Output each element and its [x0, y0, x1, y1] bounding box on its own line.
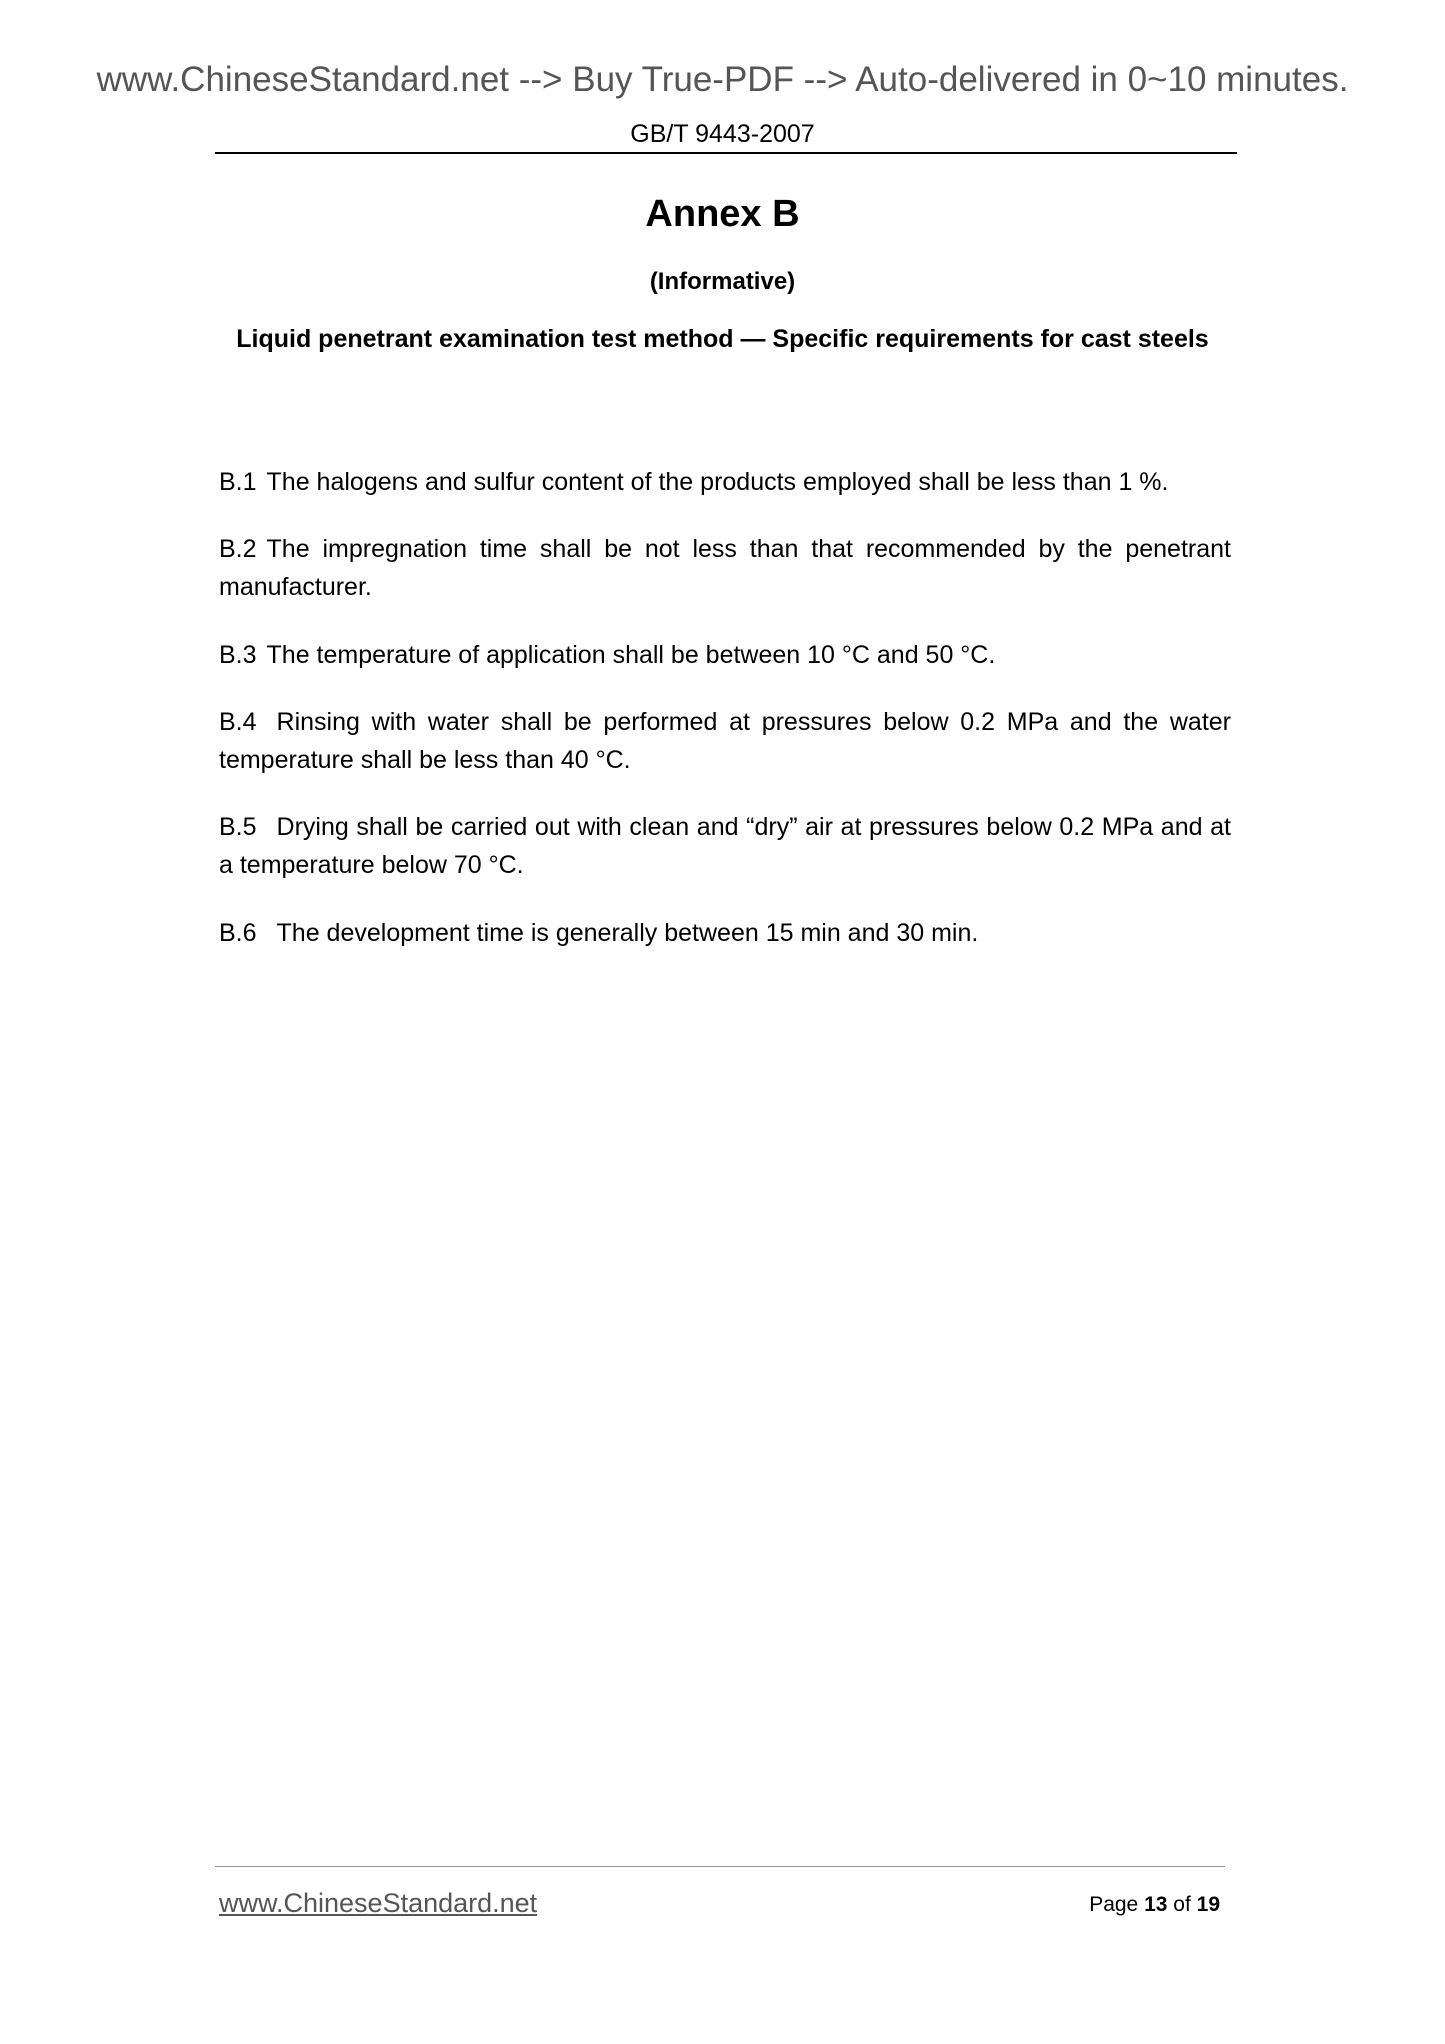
page-of: of — [1173, 1893, 1191, 1916]
clause-text: The impregnation time shall be not less than that recommended by the penetrant manufacturer. — [219, 535, 1231, 601]
clause-number: B.4 — [219, 708, 257, 736]
clause-b3 — [219, 636, 1231, 674]
clause-number: B.5 — [219, 813, 257, 841]
clause-text: Drying shall be carried out with clean and “dry” air at pressures below 0.2 MPa and at a temperature below 70 °C. — [219, 813, 1231, 879]
clause-number: B.3 — [219, 641, 257, 669]
header-divider — [215, 152, 1237, 154]
clause-text: Rinsing with water shall be performed at pressures below 0.2 MPa and the water temperature shall be less than 40 °C. — [219, 708, 1231, 774]
clause-b2 — [219, 530, 1231, 606]
annex-title: Annex B — [645, 193, 800, 235]
page-number — [1089, 1891, 1220, 1919]
page-current: 13 — [1144, 1893, 1168, 1916]
document-code: GB/T 9443-2007 — [630, 120, 815, 148]
clause-b4 — [219, 703, 1231, 779]
clause-text: The temperature of application shall be between 10 °C and 50 °C. — [266, 641, 996, 669]
clause-number: B.6 — [219, 919, 257, 947]
clause-b1 — [219, 463, 1231, 501]
annex-subtitle: Liquid penetrant examination test method — Specific requirements for cast steels — [236, 325, 1209, 353]
page-total: 19 — [1196, 1893, 1220, 1916]
clause-b6 — [219, 914, 1231, 952]
top-banner: www.ChineseStandard.net --> Buy True-PDF --> Auto-delivered in 0~10 minutes. — [96, 60, 1349, 99]
annex-note: (Informative) — [649, 268, 796, 295]
clause-b5 — [219, 808, 1231, 884]
footer-divider — [215, 1866, 1225, 1867]
clause-text: The halogens and sulfur content of the products employed shall be less than 1 %. — [266, 468, 1169, 496]
clause-number: B.1 — [219, 468, 257, 496]
footer-website-link[interactable]: www.ChineseStandard.net — [219, 1888, 538, 1918]
page-prefix: Page — [1089, 1893, 1139, 1916]
clause-number: B.2 — [219, 535, 257, 563]
clause-text: The development time is generally between 15 min and 30 min. — [276, 919, 979, 947]
